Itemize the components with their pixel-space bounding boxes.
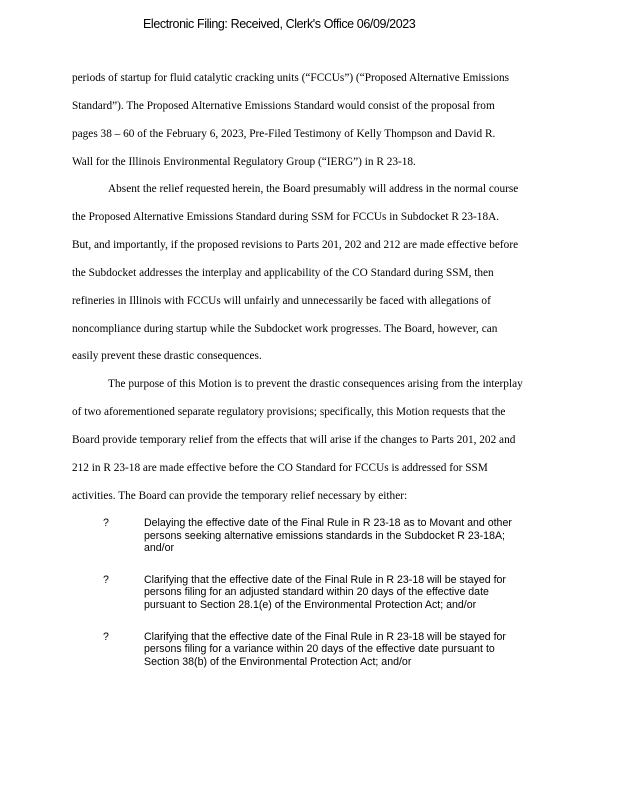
- text-line: Standard”). The Proposed Alternative Emissions Standard would consist of the proposal from: [72, 99, 495, 112]
- text-line: refineries in Illinois with FCCUs will unfairly and unnecessarily be faced with allegations of: [72, 294, 491, 307]
- text-line: of two aforementioned separate regulatory provisions; specifically, this Motion requests that the: [72, 406, 506, 419]
- text-line: Board provide temporary relief from the effects that will arise if the changes to Parts 201, 202 and: [72, 433, 516, 446]
- list-item-line: Section 38(b) of the Environmental Protection Act; and/or: [144, 655, 412, 668]
- text-line: 212 in R 23-18 are made effective before the CO Standard for FCCUs is addressed for SSM: [72, 461, 488, 474]
- text-line: The purpose of this Motion is to prevent the drastic consequences arising from the interplay: [108, 378, 523, 391]
- body-text: [72, 65, 572, 511]
- list-item-line: persons seeking alternative emissions standards in the Subdocket R 23-18A;: [144, 529, 505, 542]
- text-line: the Proposed Alternative Emissions Standard during SSM for FCCUs in Subdocket R 23-18A.: [72, 211, 500, 224]
- paragraph: [72, 65, 572, 176]
- text-line: pages 38 – 60 of the February 6, 2023, Pre-Filed Testimony of Kelly Thompson and David R.: [72, 127, 496, 140]
- text-line: But, and importantly, if the proposed revisions to Parts 201, 202 and 212 are made effective before: [72, 239, 519, 252]
- list-item: [72, 631, 572, 669]
- relief-options-list: [72, 517, 572, 687]
- list-item-line: persons filing for a variance within 20 days of the effective date pursuant to: [144, 643, 495, 656]
- text-line: Wall for the Illinois Environmental Regulatory Group (“IERG”) in R 23-18.: [72, 155, 416, 168]
- text-line: noncompliance during startup while the Subdocket work progresses. The Board, however, can: [72, 322, 498, 335]
- bullet-marker: ?: [103, 517, 109, 529]
- list-item-line: Clarifying that the effective date of the Final Rule in R 23-18 will be stayed for: [144, 573, 506, 586]
- text-line: activities. The Board can provide the temporary relief necessary by either:: [72, 489, 408, 502]
- list-item-line: Clarifying that the effective date of the Final Rule in R 23-18 will be stayed for: [144, 630, 506, 643]
- text-line: Absent the relief requested herein, the Board presumably will address in the normal course: [108, 183, 519, 196]
- text-line: the Subdocket addresses the interplay and applicability of the CO Standard during SSM, then: [72, 266, 494, 279]
- list-item-line: pursuant to Section 28.1(e) of the Environmental Protection Act; and/or: [144, 598, 477, 611]
- text-line: periods of startup for fluid catalytic cracking units (“FCCUs”) (“Proposed Alternative Emissions: [72, 72, 510, 84]
- filing-stamp-header: Electronic Filing: Received, Clerk's Office 06/09/2023: [143, 17, 416, 31]
- text-line: easily prevent these drastic consequences.: [72, 350, 262, 363]
- list-item: [72, 574, 572, 612]
- paragraph: [72, 371, 572, 510]
- bullet-marker: ?: [103, 573, 109, 586]
- paragraph: [72, 176, 572, 371]
- list-item-line: persons filing for an adjusted standard within 20 days of the effective date: [144, 586, 489, 599]
- list-item-line: and/or: [144, 542, 175, 555]
- bullet-marker: ?: [103, 630, 109, 643]
- list-item-line: Delaying the effective date of the Final Rule in R 23-18 as to Movant and other: [144, 517, 512, 529]
- list-item: [72, 517, 572, 555]
